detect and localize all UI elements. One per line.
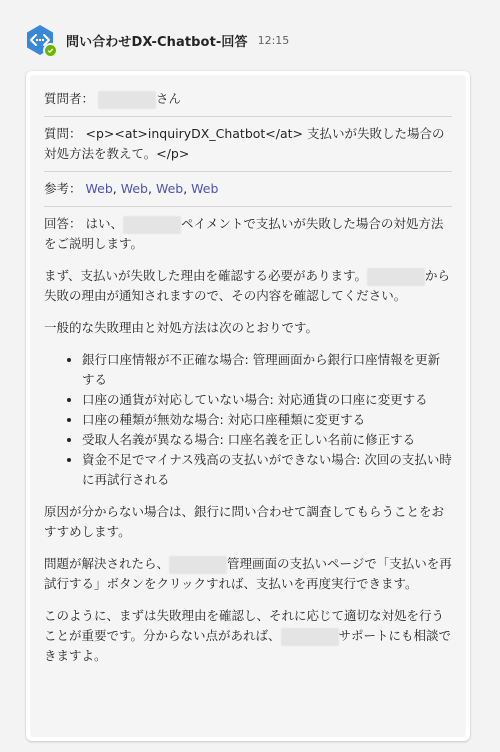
list-item: • 口座の種類が無効な場合: 対応口座種類に変更する bbox=[82, 410, 452, 430]
adaptive-card-body bbox=[30, 75, 466, 737]
answer-section bbox=[44, 214, 452, 666]
reference-link-3[interactable]: Web bbox=[155, 181, 184, 196]
divider bbox=[44, 206, 452, 207]
answer-intro-text: はい、 bbox=[85, 216, 124, 231]
reference-link-4[interactable]: Web bbox=[191, 181, 219, 196]
answer-paragraph: 一般的な失敗理由と対処方法は次のとおりです。 bbox=[44, 320, 319, 335]
divider bbox=[44, 171, 452, 172]
answer-paragraph bbox=[44, 554, 452, 594]
failure-reasons-list bbox=[44, 350, 452, 490]
list-item: • 口座の通貨が対応していない場合: 対応通貨の口座に変更する bbox=[82, 390, 452, 410]
list-item: • 受取人名義が異なる場合: 口座名義を正しい名前に修正する bbox=[82, 430, 452, 450]
message-header bbox=[24, 24, 289, 56]
questioner-row bbox=[44, 89, 452, 116]
answer-paragraph bbox=[44, 606, 452, 666]
answer-text: まず、支払いが失敗した理由を確認する必要があります。 bbox=[44, 268, 368, 283]
sender-name[interactable]: 問い合わせDX-Chatbot-回答 bbox=[66, 34, 248, 50]
divider bbox=[44, 116, 452, 117]
bot-avatar[interactable] bbox=[24, 24, 56, 56]
reference-link-1[interactable]: Web bbox=[85, 181, 113, 196]
questioner-name-redacted bbox=[98, 91, 156, 109]
questioner-suffix: さん bbox=[156, 91, 182, 106]
list-item: • 資金不足でマイナス残高の支払いができない場合: 次回の支払い時に再試行される bbox=[82, 450, 452, 490]
message-card bbox=[26, 71, 470, 741]
questioner-label: 質問者： bbox=[44, 91, 95, 106]
answer-text: サポートにも相談できますよ。 bbox=[44, 628, 452, 663]
references-row: 参考： Web, Web, Web, Web bbox=[44, 181, 219, 196]
answer-label: 回答： bbox=[44, 216, 82, 231]
answer-text: 管理画面の支払いページで「支払いを再試行する」ボタンをクリックすれば、支払いを再度実行できます。 bbox=[44, 556, 452, 591]
list-item: • 銀行口座情報が不正確な場合: 管理画面から銀行口座情報を更新する bbox=[82, 350, 452, 390]
answer-intro-text: ペイメントで支払いが失敗した場合の対処方法をご説明します。 bbox=[44, 216, 444, 251]
message-timestamp: 12:15 bbox=[257, 33, 290, 47]
question-text: <p><at>inquiryDX_Chatbot</at> 支払いが失敗した場合の対処方法を教えて。</p> bbox=[44, 126, 445, 161]
service-name-redacted bbox=[123, 216, 181, 234]
presence-available-icon bbox=[43, 43, 58, 58]
question-row bbox=[44, 124, 452, 171]
answer-intro bbox=[44, 214, 452, 254]
answer-paragraph bbox=[44, 266, 452, 306]
service-name-redacted bbox=[169, 556, 227, 574]
references-label: 参考： bbox=[44, 181, 82, 196]
card-content bbox=[44, 89, 452, 678]
question-label: 質問： bbox=[44, 126, 82, 141]
answer-text: 問題が解決されたら、 bbox=[44, 556, 170, 571]
reference-link-2[interactable]: Web bbox=[120, 181, 148, 196]
answer-paragraph: 原因が分からない場合は、銀行に問い合わせて調査してもらうことをおすすめします。 bbox=[44, 504, 445, 539]
answer-text: このように、まずは失敗理由を確認し、それに応じて適切な対処を行うことが重要です。分からない点があれば、 bbox=[44, 608, 445, 643]
answer-text: から失敗の理由が通知されますので、その内容を確認してください。 bbox=[44, 268, 451, 303]
service-name-redacted bbox=[281, 628, 339, 646]
service-name-redacted bbox=[367, 268, 425, 286]
